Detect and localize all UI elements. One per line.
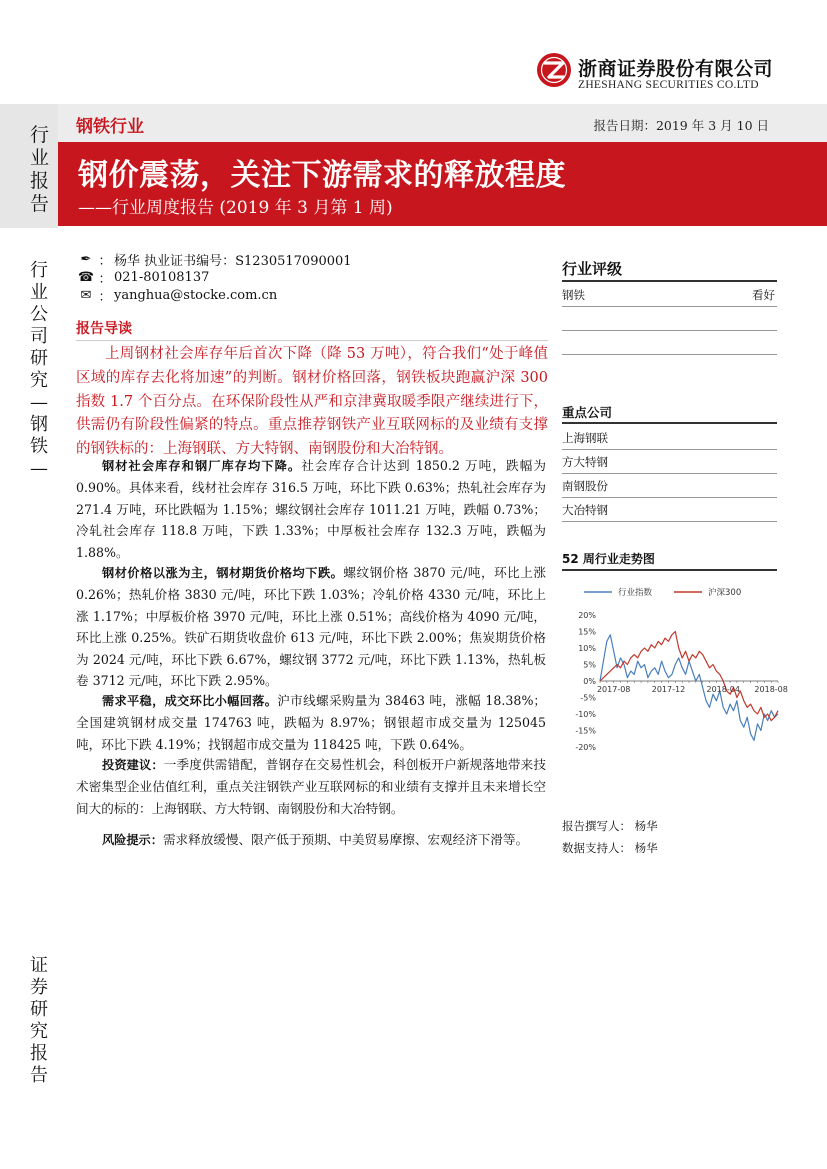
trend-heading: 52 周行业走势图	[562, 552, 655, 566]
company-name-cn: 浙商证券股份有限公司	[578, 58, 774, 80]
author-phone: 021-80108137	[114, 270, 210, 285]
divider	[562, 306, 777, 307]
rating-value: 看好	[752, 288, 775, 302]
rating-sector: 钢铁	[562, 288, 585, 302]
x-tick-label: 2018-08	[754, 685, 788, 694]
sector-label: 钢铁行业	[76, 117, 144, 137]
divider	[562, 449, 777, 450]
divider	[562, 521, 777, 522]
y-tick-label: -5%	[580, 693, 596, 703]
page-title: 钢价震荡，关注下游需求的释放程度	[78, 158, 566, 193]
divider	[562, 473, 777, 474]
legend-label: 沪深300	[708, 588, 742, 598]
side-category-label: 行业公司研究—钢铁—	[30, 260, 48, 479]
x-tick-label: 2017-12	[651, 685, 686, 694]
company-logo-icon	[536, 52, 572, 88]
paragraph-body: 螺纹钢价格 3870 元/吨，环比上涨 0.26%；热轧价格 3830 元/吨，环比下跌 1.03%；冷轧价格 4330 元/吨，环比上涨 1.17%；中厚板价格 3970 元/吨，环比上涨 0.51%；高线价格为 4090 元/吨，环比上涨 0.25%。铁矿石期货收盘价 613 元/吨，环比下跌 2.00%；焦炭期货价格为 2024 元/吨，环比下跌 6.67%，螺纹钢 3772 元/吨，环比下跌 1.13%，热轧板卷 3712 元/吨，环比下跌 2.95%。	[76, 565, 546, 689]
y-tick-label: 15%	[578, 627, 596, 637]
paragraph-inventory	[76, 455, 546, 563]
y-tick-label: 20%	[578, 611, 596, 620]
guide-text: 上周钢材社会库存年后首次下降（降 53 万吨），符合我们“处于峰值区域的库存去化将加速”的判断。钢材价格回落，钢铁板块跑赢沪深 300 指数 1.7 个百分点。在环保阶段性从严和京津冀取暖季限产继续进行下，供需仍有阶段性偏紧的特点。重点推荐钢铁产业互联网标的及业绩有支撑的钢铁标的：上海钢联、方大特钢、南钢股份和大冶特钢。	[76, 346, 548, 458]
y-tick-label: -10%	[575, 710, 596, 719]
side-doc-type-label: 证券研究报告	[30, 955, 48, 1086]
divider	[76, 340, 548, 341]
divider	[562, 422, 777, 424]
y-tick-label: 0%	[583, 677, 596, 686]
trend-chart	[560, 575, 788, 765]
paragraph-lead: 需求平稳，成交环比小幅回落。	[102, 694, 278, 708]
y-tick-label: -15%	[575, 726, 596, 736]
email-row	[76, 286, 277, 305]
colon: ：	[98, 290, 112, 305]
author-row	[76, 250, 352, 269]
divider	[562, 330, 777, 331]
paragraph-lead: 钢材社会库存和钢厂库存均下降。	[102, 459, 302, 473]
key-company-item: 大冶特钢	[562, 503, 608, 517]
paragraph-prices	[76, 562, 546, 691]
phone-row	[76, 268, 209, 287]
y-tick-label: -20%	[575, 743, 596, 752]
data-supporter: 数据支持人： 杨华	[562, 841, 658, 855]
paragraph-advice	[76, 754, 546, 819]
paragraph-body: 沪市线螺采购量为 38463 吨，涨幅 18.38%；全国建筑钢材成交量 174763 吨，跌幅为 8.97%；钢银超市成交量为 125045 吨，环比下跌 4.19%；找钢超市成交量为 118425 吨，下跌 0.64%。	[76, 693, 547, 752]
rating-heading: 行业评级	[562, 260, 623, 278]
author-email[interactable]: yanghua@stocke.com.cn	[114, 288, 278, 303]
x-tick-label: 2017-08	[596, 685, 631, 694]
report-date: 报告日期：2019 年 3 月 10 日	[593, 118, 769, 133]
page-subtitle: ——行业周度报告 (2019 年 3 月第 1 周)	[78, 198, 393, 218]
legend-label: 行业指数	[618, 588, 653, 598]
paragraph-body: 需求释放缓慢、限产低于预期、中美贸易摩擦、宏观经济下滑等。	[162, 832, 529, 847]
x-tick-label: 2018-04	[706, 685, 740, 694]
guide-heading: 报告导读	[76, 321, 132, 337]
divider	[562, 569, 777, 571]
paragraph-risk	[76, 829, 546, 851]
y-tick-label: 5%	[583, 660, 596, 670]
y-tick-label: 10%	[578, 644, 596, 653]
colon: ：	[98, 272, 112, 287]
pen-icon: ✒	[80, 252, 92, 267]
key-company-item: 上海钢联	[562, 431, 608, 445]
company-name-en: ZHESHANG SECURITIES CO.LTD	[578, 79, 759, 91]
key-company-item: 方大特钢	[562, 455, 608, 469]
key-companies-heading: 重点公司	[562, 405, 613, 420]
paragraph-lead: 风险提示：	[102, 833, 163, 847]
report-writer: 报告撰写人： 杨华	[562, 819, 658, 833]
colon: ：	[98, 254, 112, 269]
key-company-item: 南钢股份	[562, 479, 608, 493]
envelope-icon: ✉	[80, 288, 92, 303]
paragraph-lead: 钢材价格以涨为主，钢材期货价格均下跌。	[102, 566, 344, 580]
author-name: 杨华 执业证书编号：S1230517090001	[114, 254, 352, 269]
divider	[562, 354, 777, 355]
paragraph-body: 一季度供需错配，普钢存在交易性机会，科创板开户新规落地带来技术密集型企业估值红利，重点关注钢铁产业互联网标的和业绩有支撑并且未来增长空间大的标的：上海钢联、方大特钢、南钢股份和大冶特钢。	[76, 757, 547, 816]
report-type-label: 行业报告	[30, 124, 50, 215]
divider	[562, 280, 777, 282]
divider	[562, 497, 777, 498]
paragraph-demand	[76, 690, 546, 755]
paragraph-lead: 投资建议：	[102, 758, 164, 772]
paragraph-body: 社会库存合计达到 1850.2 万吨，跌幅为 0.90%。具体来看，线材社会库存 316.5 万吨，环比下跌 0.63%；热轧社会库存为 271.4 万吨，环比跌幅为 1.15%；螺纹钢社会库存 1011.21 万吨，跌幅 0.73%；冷轧社会库存 118.8 万吨，下跌 1.33%；中厚板社会库存 132.3 万吨，跌幅为 1.88%。	[76, 458, 547, 560]
phone-icon: ☎	[77, 270, 95, 285]
